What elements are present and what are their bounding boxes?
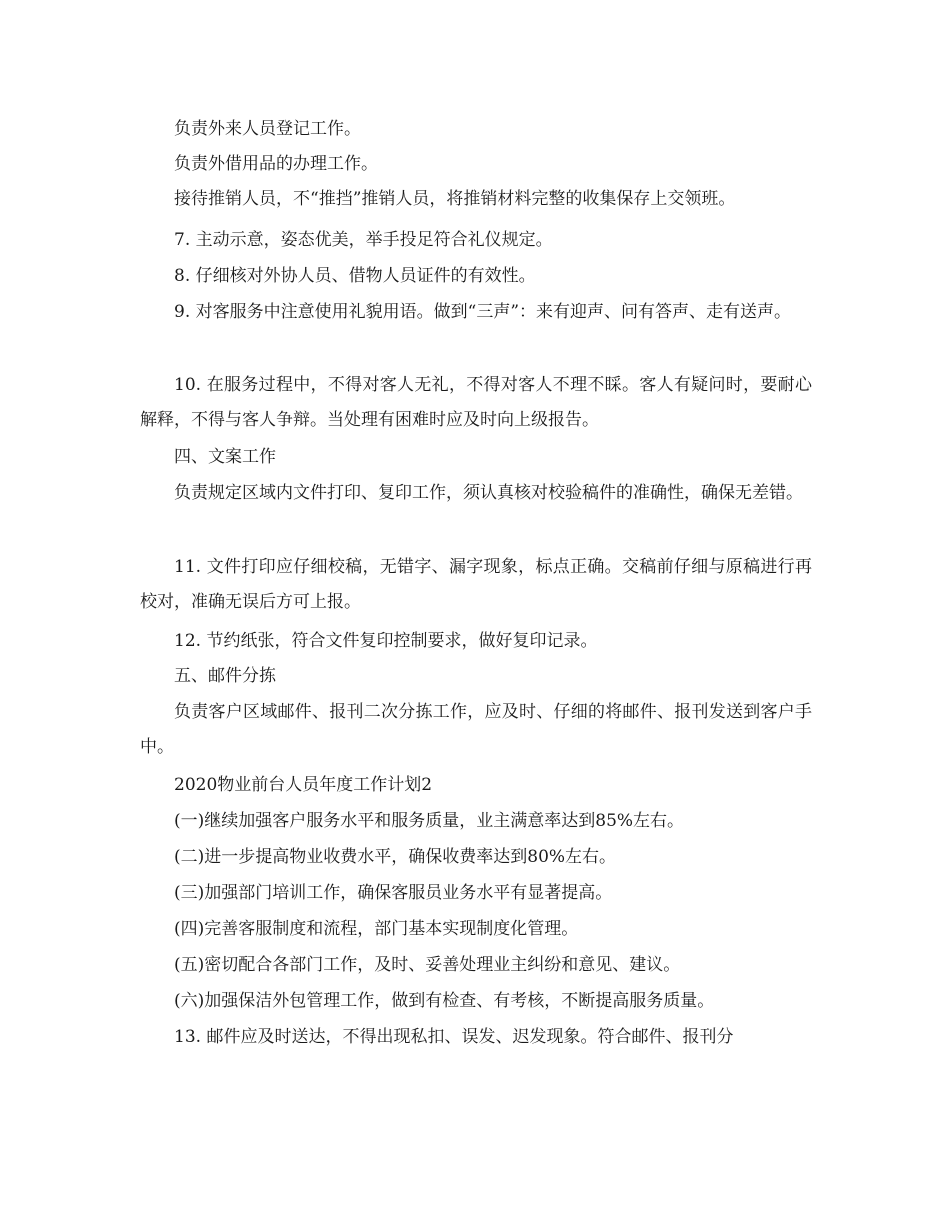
paragraph-item-11: 11. 文件打印应仔细校稿，无错字、漏字现象，标点正确。交稿前仔细与原稿进行再校对，准确无误后方可上报。 — [140, 557, 812, 612]
paragraph-item-13: 13. 邮件应及时送达，不得出现私扣、误发、迟发现象。符合邮件、报刊分 — [174, 1027, 734, 1047]
plan-item-3: (三)加强部门培训工作，确保客服员业务水平有显著提高。 — [174, 883, 613, 903]
paragraph-mail-duty: 负责客户区域邮件、报刊二次分拣工作，应及时、仔细的将邮件、报刊发送到客户手中。 — [140, 702, 812, 757]
paragraph-printing-duty: 负责规定区域内文件打印、复印工作，须认真核对校验稿件的准确性，确保无差错。 — [174, 483, 803, 503]
paragraph-item-8: 8. 仔细核对外协人员、借物人员证件的有效性。 — [174, 266, 536, 286]
paragraph-item-9: 9. 对客服务中注意使用礼貌用语。做到“三声”：来有迎声、问有答声、走有送声。 — [174, 302, 792, 322]
plan-item-1: (一)继续加强客户服务水平和服务质量，业主满意率达到85%左右。 — [174, 811, 685, 831]
paragraph-visitor-registration: 负责外来人员登记工作。 — [174, 119, 361, 139]
plan-title: 2020物业前台人员年度工作计划2 — [174, 775, 433, 795]
section-heading-copywriting: 四、文案工作 — [174, 447, 276, 467]
paragraph-sales-reception: 接待推销人员，不“推挡”推销人员，将推销材料完整的收集保存上交领班。 — [174, 189, 736, 209]
plan-item-2: (二)进一步提高物业收费水平，确保收费率达到80%左右。 — [174, 847, 617, 867]
section-heading-mail-sorting: 五、邮件分拣 — [174, 666, 276, 686]
paragraph-item-10: 10. 在服务过程中，不得对客人无礼，不得对客人不理不睬。客人有疑问时，要耐心解释，不得与客人争辩。当处理有困难时应及时向上级报告。 — [140, 375, 812, 430]
paragraph-item-lending: 负责外借用品的办理工作。 — [174, 154, 378, 174]
plan-item-6: (六)加强保洁外包管理工作，做到有检查、有考核，不断提高服务质量。 — [174, 991, 715, 1011]
paragraph-item-7: 7. 主动示意，姿态优美，举手投足符合礼仪规定。 — [174, 230, 553, 250]
plan-item-4: (四)完善客服制度和流程，部门基本实现制度化管理。 — [174, 919, 579, 939]
paragraph-item-12: 12. 节约纸张，符合文件复印控制要求，做好复印记录。 — [174, 631, 598, 651]
plan-item-5: (五)密切配合各部门工作，及时、妥善处理业主纠纷和意见、建议。 — [174, 955, 681, 975]
